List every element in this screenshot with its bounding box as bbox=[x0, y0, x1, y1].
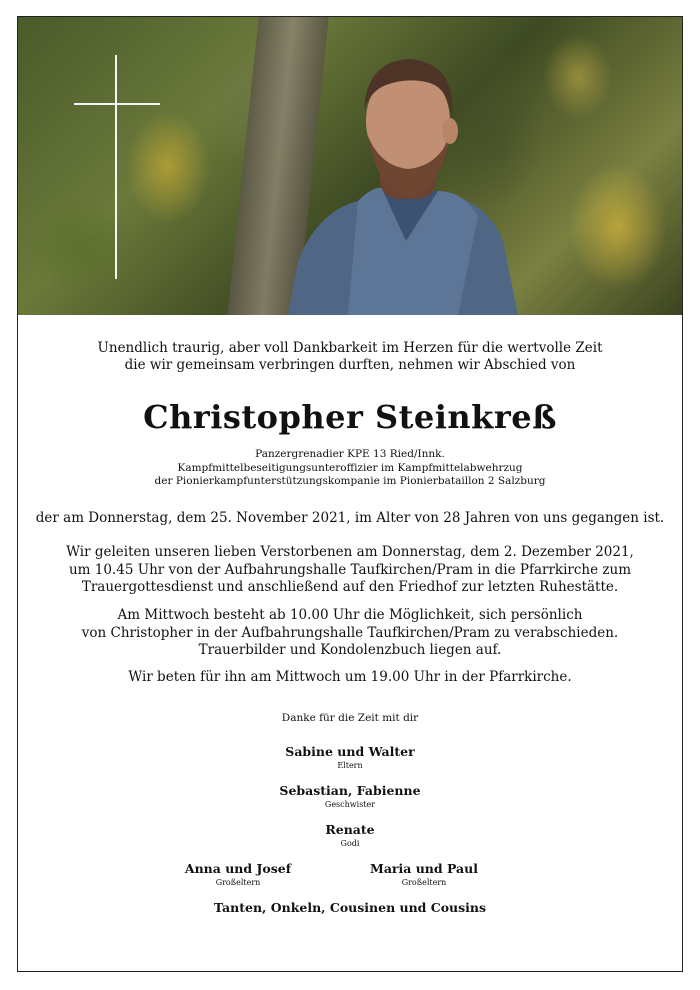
deceased-name: Christopher Steinkreß bbox=[143, 398, 557, 436]
rank-line: der Pionierkampfunterstützungskompanie im Pionierbataillon 2 Salzburg bbox=[154, 475, 546, 487]
rank-text bbox=[0, 448, 700, 489]
funeral-line: Wir geleiten unseren lieben Verstorbenen am Donnerstag, dem 2. Dezember 2021, bbox=[66, 544, 634, 560]
family-name: Sebastian, Fabienne bbox=[279, 783, 421, 798]
family-others: Tanten, Onkeln, Cousinen und Cousins bbox=[213, 900, 487, 915]
intro-line: die wir gemeinsam verbringen durften, nehmen wir Abschied von bbox=[124, 357, 576, 373]
family-name: Anna und Josef bbox=[184, 861, 292, 876]
rank-line: Panzergrenadier KPE 13 Ried/Innk. bbox=[255, 448, 445, 460]
prayer-text: Wir beten für ihn am Mittwoch um 19.00 Uhr in der Pfarrkirche. bbox=[128, 669, 572, 685]
farewell-line: Am Mittwoch besteht ab 10.00 Uhr die Möglichkeit, sich persönlich bbox=[117, 607, 583, 623]
family-parents bbox=[0, 744, 700, 770]
family-name: Renate bbox=[325, 822, 375, 837]
farewell-line: von Christopher in der Aufbahrungshalle Taufkirchen/Pram zu verabschieden. bbox=[81, 624, 619, 641]
family-name: Sabine und Walter bbox=[285, 744, 415, 759]
farewell-text bbox=[0, 607, 700, 660]
funeral-line: Trauergottesdienst und anschließend auf den Friedhof zur letzten Ruhestätte. bbox=[81, 579, 619, 595]
family-relation: Großeltern bbox=[215, 878, 261, 887]
family-siblings bbox=[0, 783, 700, 809]
farewell-line: Trauerbilder und Kondolenzbuch liegen auf. bbox=[198, 642, 502, 658]
portrait-photo bbox=[18, 17, 682, 315]
intro-line: Unendlich traurig, aber voll Dankbarkeit im Herzen für die wertvolle Zeit bbox=[97, 340, 603, 356]
family-grandparents-2 bbox=[344, 861, 504, 887]
rank-line: Kampfmittelbeseitigungsunteroffizier im Kampfmittelabwehrzug bbox=[177, 461, 523, 474]
cross-horizontal bbox=[74, 103, 160, 105]
funeral-text bbox=[0, 544, 700, 597]
family-relation: Geschwister bbox=[324, 800, 376, 809]
person-silhouette bbox=[288, 41, 518, 315]
intro-text bbox=[0, 340, 700, 374]
death-notice: der am Donnerstag, dem 25. November 2021, im Alter von 28 Jahren von uns gegangen ist. bbox=[35, 510, 665, 526]
family-grandparents-1 bbox=[158, 861, 318, 887]
family-godmother bbox=[0, 822, 700, 848]
family-relation: Eltern bbox=[337, 761, 363, 770]
cross-vertical bbox=[115, 55, 117, 279]
family-relation: Großeltern bbox=[401, 878, 447, 887]
family-relation: Godi bbox=[340, 839, 360, 848]
funeral-line: um 10.45 Uhr von der Aufbahrungshalle Taufkirchen/Pram in die Pfarrkirche zum bbox=[68, 561, 632, 578]
thanks-text: Danke für die Zeit mit dir bbox=[281, 712, 419, 724]
family-name: Maria und Paul bbox=[370, 861, 478, 876]
